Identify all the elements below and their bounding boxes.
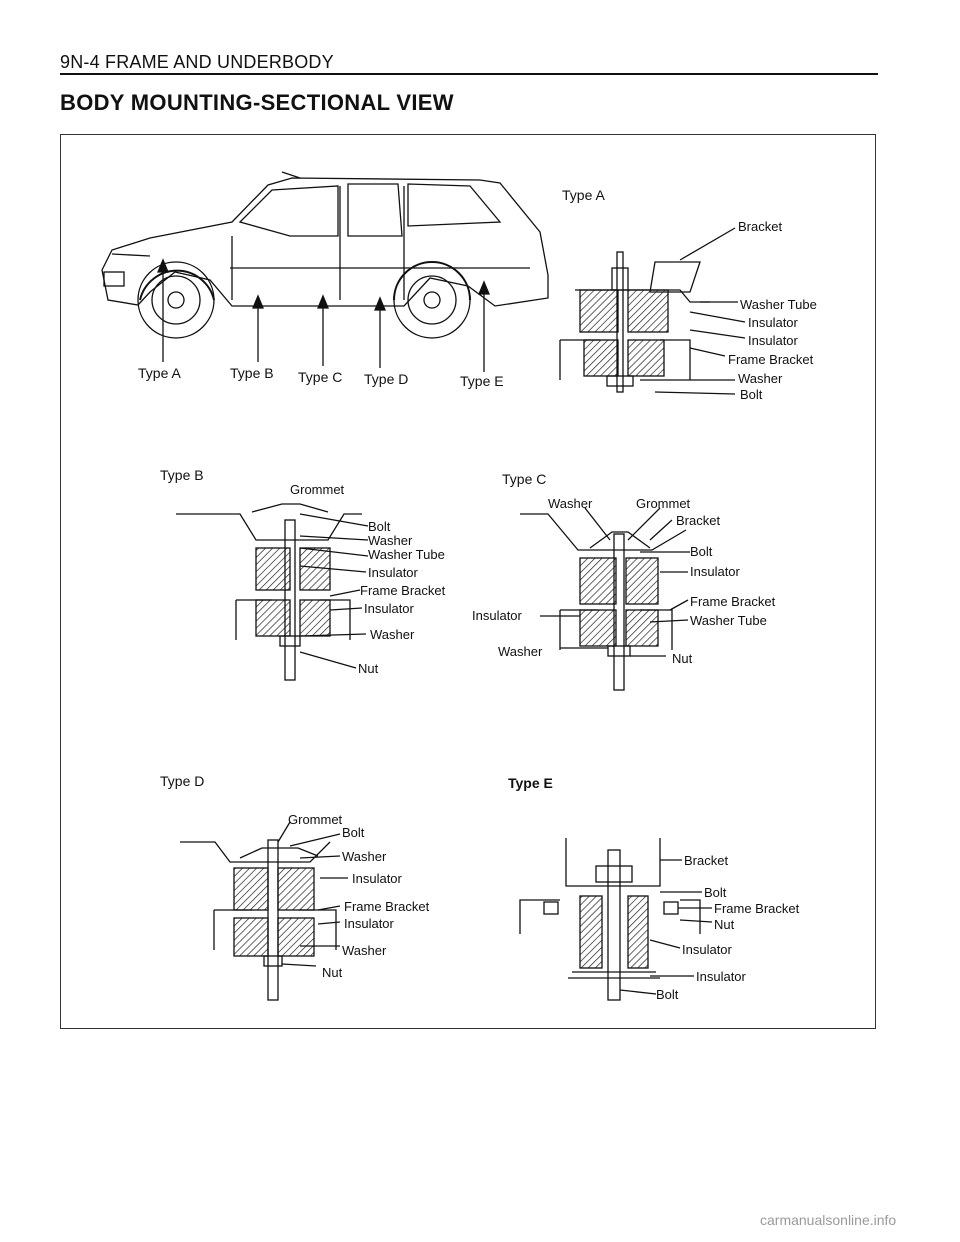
type-c-label-washer-2: Washer <box>498 644 543 659</box>
type-b-label-washer-2: Washer <box>370 627 415 642</box>
type-e-title: Type E <box>508 775 553 791</box>
type-a-label-insulator-2: Insulator <box>748 333 798 348</box>
type-d-label-insulator-2: Insulator <box>344 916 394 931</box>
type-e-label-nut: Nut <box>714 917 735 932</box>
type-b-diagram <box>176 504 368 680</box>
type-a-label-insulator-1: Insulator <box>748 315 798 330</box>
type-a-diagram <box>560 228 745 394</box>
vehicle-label-type-b: Type B <box>230 365 274 381</box>
type-e-label-bolt-2: Bolt <box>656 987 679 1002</box>
type-d-label-washer-2: Washer <box>342 943 387 958</box>
vehicle-side-view <box>102 172 548 372</box>
type-d-label-frame-bracket: Frame Bracket <box>344 899 430 914</box>
type-e-label-bracket: Bracket <box>684 853 729 868</box>
type-c-diagram <box>520 508 693 690</box>
type-d-label-nut: Nut <box>322 965 343 980</box>
page-title: BODY MOUNTING-SECTIONAL VIEW <box>60 90 454 115</box>
type-b-label-grommet: Grommet <box>290 482 345 497</box>
type-e-label-insulator-1: Insulator <box>682 942 732 957</box>
type-a-label-washer-tube: Washer Tube <box>740 297 817 312</box>
type-c-label-insulator-1: Insulator <box>690 564 740 579</box>
vehicle-label-type-c: Type C <box>298 369 343 385</box>
type-c-label-grommet: Grommet <box>636 496 691 511</box>
type-e-label-insulator-2: Insulator <box>696 969 746 984</box>
type-e-label-frame-bracket: Frame Bracket <box>714 901 800 916</box>
type-b-label-washer: Washer <box>368 533 413 548</box>
type-d-title: Type D <box>160 773 205 789</box>
footer-watermark-url: carmanualsonline.info <box>760 1212 897 1228</box>
type-c-label-insulator-2: Insulator <box>472 608 522 623</box>
page-header: 9N-4 FRAME AND UNDERBODY <box>60 52 334 72</box>
type-b-label-frame-bracket: Frame Bracket <box>360 583 446 598</box>
type-b-label-washer-tube: Washer Tube <box>368 547 445 562</box>
type-b-label-bolt: Bolt <box>368 519 391 534</box>
vehicle-label-type-e: Type E <box>460 373 504 389</box>
type-b-label-nut: Nut <box>358 661 379 676</box>
type-c-title: Type C <box>502 471 547 487</box>
type-d-label-bolt: Bolt <box>342 825 365 840</box>
vehicle-label-type-a: Type A <box>138 365 181 381</box>
type-c-label-washer-tube: Washer Tube <box>690 613 767 628</box>
type-a-label-bolt: Bolt <box>740 387 763 402</box>
type-d-label-washer: Washer <box>342 849 387 864</box>
type-a-label-washer: Washer <box>738 371 783 386</box>
type-c-label-nut: Nut <box>672 651 693 666</box>
type-c-label-washer: Washer <box>548 496 593 511</box>
type-d-label-insulator-1: Insulator <box>352 871 402 886</box>
type-a-title: Type A <box>562 187 605 203</box>
type-b-label-insulator-2: Insulator <box>364 601 414 616</box>
type-c-label-frame-bracket: Frame Bracket <box>690 594 776 609</box>
type-b-label-insulator-1: Insulator <box>368 565 418 580</box>
type-d-label-grommet: Grommet <box>288 812 343 827</box>
type-a-label-frame-bracket: Frame Bracket <box>728 352 814 367</box>
type-a-label-bracket: Bracket <box>738 219 783 234</box>
type-e-label-bolt: Bolt <box>704 885 727 900</box>
type-b-title: Type B <box>160 467 204 483</box>
vehicle-label-type-d: Type D <box>364 371 409 387</box>
type-c-label-bolt: Bolt <box>690 544 713 559</box>
type-c-label-bracket: Bracket <box>676 513 721 528</box>
